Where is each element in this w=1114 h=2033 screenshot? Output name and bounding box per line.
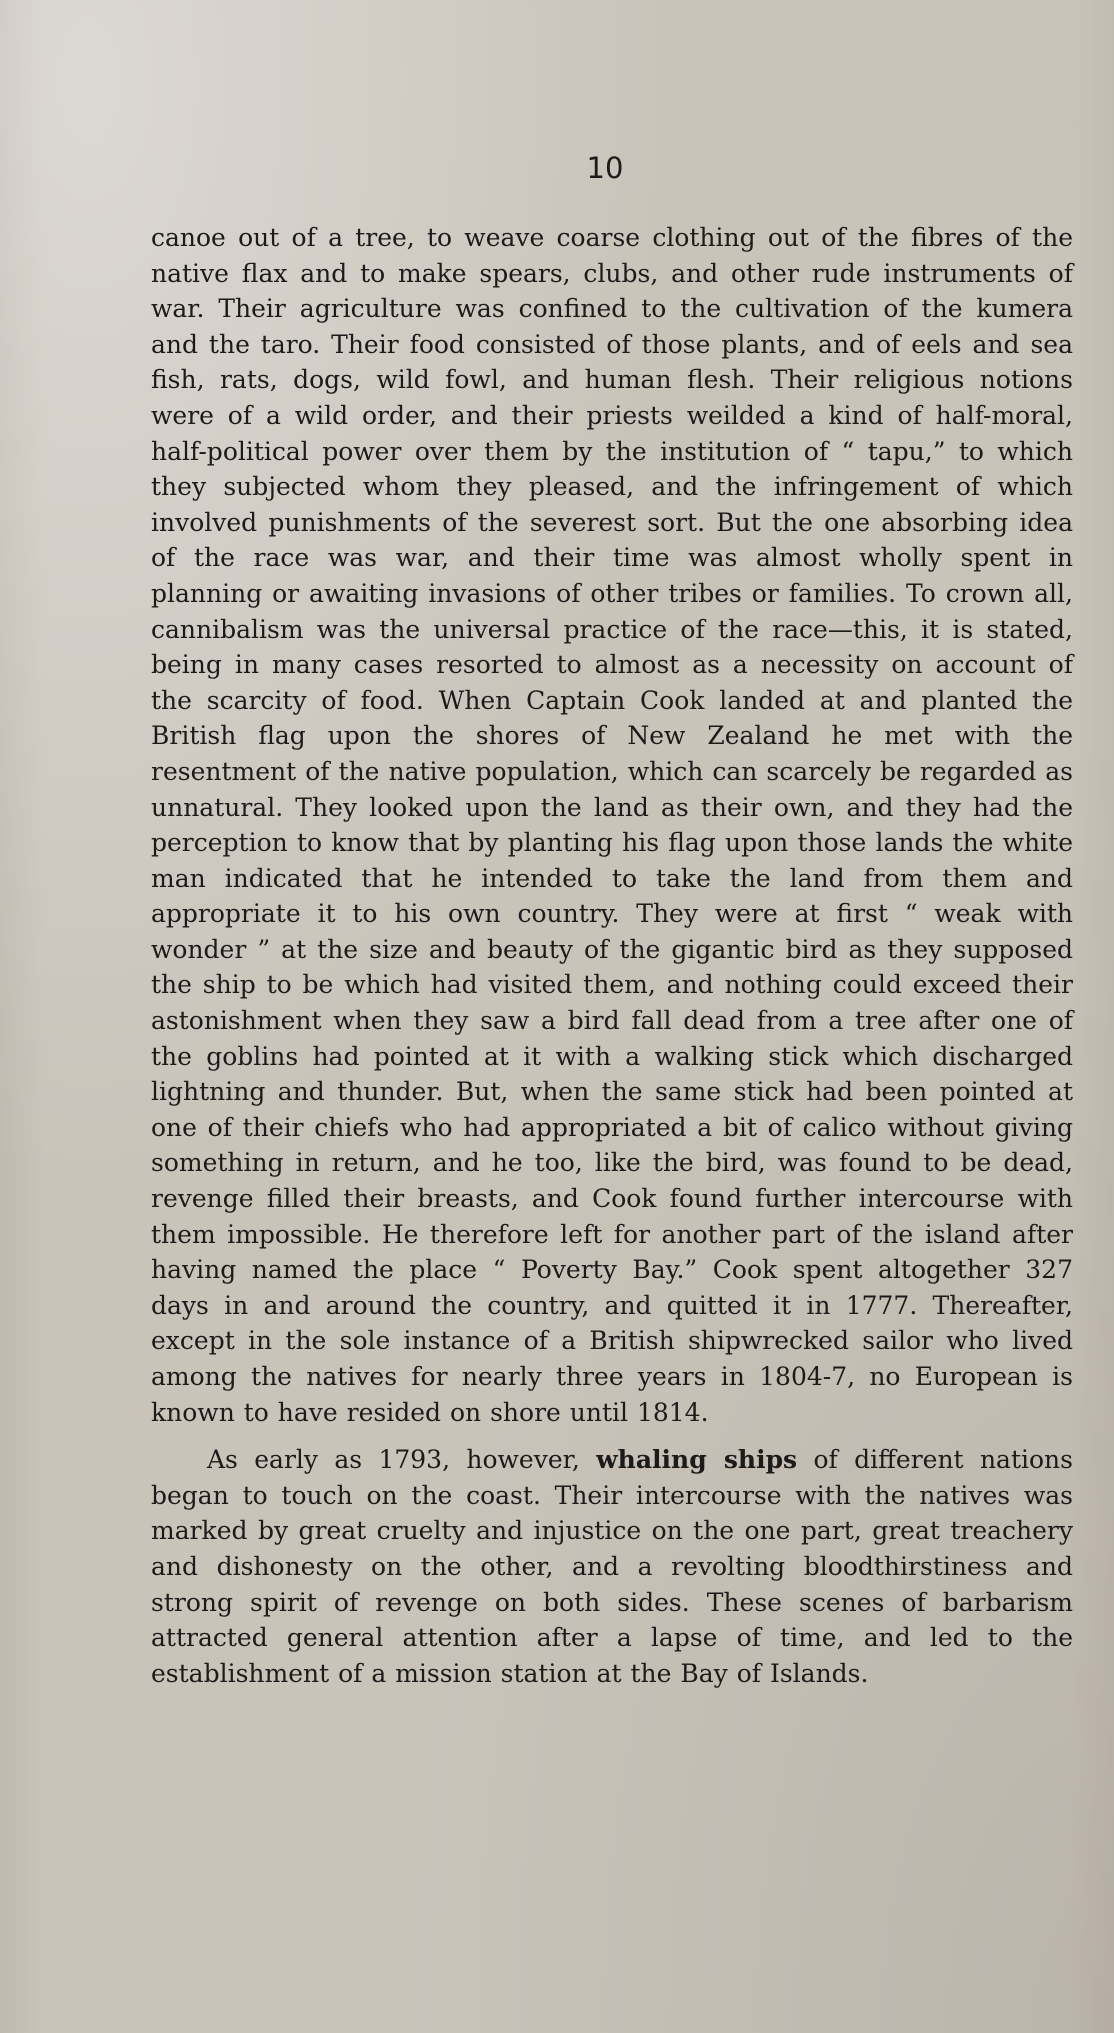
paragraph-2 bbox=[151, 1442, 1073, 1691]
paragraph-2-text-after: of different nations began to touch on the coast. Their intercourse with the natives was marked by great cruelty and injustice on the one part, great treachery and dishonesty on the other, and a revolting bloodthirstiness and strong spirit of revenge on both sides. These scenes of barbarism attracted general attention after a lapse of time, and led to the establishment of a mission station at the Bay of Islands. bbox=[151, 1445, 1073, 1688]
paragraph-2-text-before: As early as 1793, however, bbox=[207, 1445, 580, 1475]
paragraph-2-emphasis: whaling ships bbox=[596, 1445, 798, 1475]
page-number: 10 bbox=[586, 151, 624, 185]
paragraph-1: canoe out of a tree, to weave coarse clothing out of the fibres of the native flax and to make spears, clubs, and other rude instruments of war. Their agriculture was confined to the cultivation of the kumera and the taro. Their food consisted of those plants, and of eels and sea fish, rats, dogs, wild fowl, and human flesh. Their religious notions were of a wild order, and their priests weilded a kind of half-moral, half-political power over them by the institution of “ tapu,” to which they subjected whom they pleased, and the infringement of which involved punishments of the severest sort. But the one absorbing idea of the race was war, and their time was almost wholly spent in planning or awaiting invasions of other tribes or families. To crown all, cannibalism was the universal practice of the race—this, it is stated, being in many cases resorted to almost as a necessity on account of the scarcity of food. When Captain Cook landed at and planted the British flag upon the shores of New Zealand he met with the resentment of the native population, which can scarcely be regarded as unnatural. They looked upon the land as their own, and they had the perception to know that by planting his flag upon those lands the white man indicated that he intended to take the land from them and appropriate it to his own country. They were at first “ weak with wonder ” at the size and beauty of the gigantic bird as they supposed the ship to be which had visited them, and nothing could exceed their astonishment when they saw a bird fall dead from a tree after one of the goblins had pointed at it with a walking stick which discharged lightning and thunder. But, when the same stick had been pointed at one of their chiefs who had appropriated a bit of calico without giving something in return, and he too, like the bird, was found to be dead, revenge filled their breasts, and Cook found further intercourse with them impossible. He therefore left for another part of the island after having named the place “ Poverty Bay.” Cook spent altogether 327 days in and around the country, and quitted it in 1777. Thereafter, except in the sole instance of a British shipwrecked sailor who lived among the natives for nearly three years in 1804-7, no European is known to have resided on shore until 1814. bbox=[151, 223, 1073, 1427]
body-text bbox=[151, 220, 1073, 1691]
